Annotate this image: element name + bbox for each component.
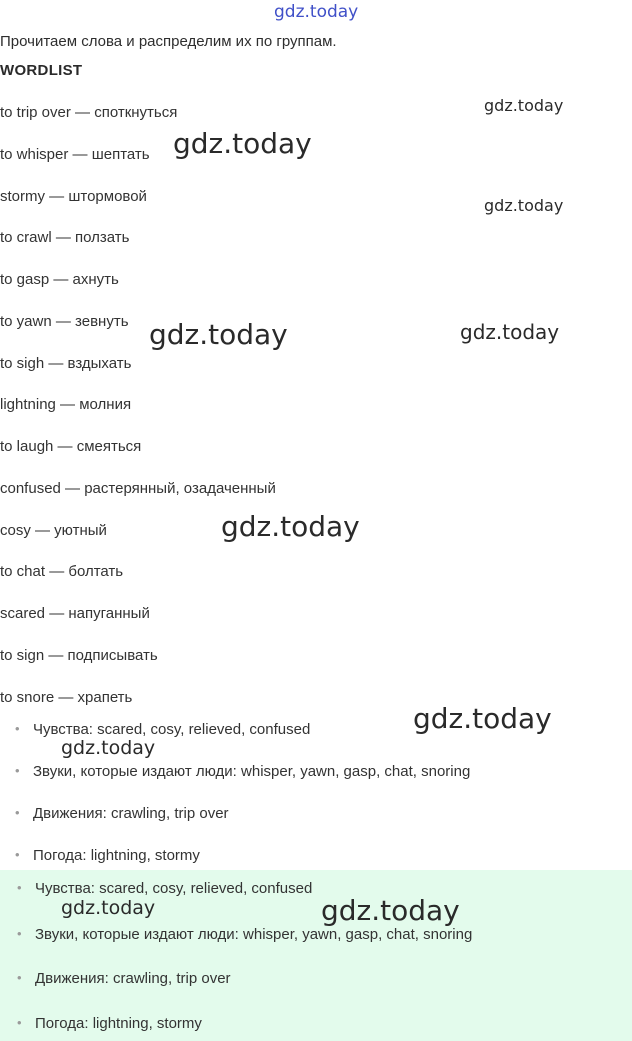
watermark: gdz.today xyxy=(321,894,460,927)
watermark: gdz.today xyxy=(413,702,552,735)
wordlist-item: cosy — уютный xyxy=(0,522,107,539)
bullet-icon: • xyxy=(15,847,20,862)
wordlist-item: to sigh — вздыхать xyxy=(0,355,132,372)
watermark: gdz.today xyxy=(460,320,560,344)
group-list-item: • Движения: crawling, trip over xyxy=(15,805,229,822)
wordlist-item: to yawn — зевнуть xyxy=(0,313,129,330)
watermark: gdz.today xyxy=(221,510,360,543)
highlighted-group-item: • Движения: crawling, trip over xyxy=(17,970,231,987)
bullet-icon: • xyxy=(15,805,20,820)
watermark: gdz.today xyxy=(484,96,564,115)
highlighted-group-item: • Погода: lightning, stormy xyxy=(17,1015,202,1032)
intro-text: Прочитаем слова и распределим их по группам. xyxy=(0,33,337,50)
wordlist-item: stormy — штормовой xyxy=(0,188,147,205)
group-list-item: • Звуки, которые издают люди: whisper, yawn, gasp, chat, snoring xyxy=(15,763,471,780)
group-list-item: • Чувства: scared, cosy, relieved, confused xyxy=(15,721,311,738)
watermark: gdz.today xyxy=(173,127,312,160)
wordlist-item: to laugh — смеяться xyxy=(0,438,142,455)
wordlist-item: to chat — болтать xyxy=(0,563,124,580)
watermark: gdz.today xyxy=(484,196,564,215)
watermark: gdz.today xyxy=(61,737,156,759)
wordlist-item: lightning — молния xyxy=(0,396,132,413)
wordlist-item: scared — напуганный xyxy=(0,605,150,622)
wordlist-item: to trip over — споткнуться xyxy=(0,104,178,121)
watermark: gdz.today xyxy=(274,2,359,22)
wordlist-item: confused — растерянный, озадаченный xyxy=(0,480,276,497)
bullet-icon: • xyxy=(15,721,20,736)
wordlist-item: to snore — храпеть xyxy=(0,689,133,706)
bullet-icon: • xyxy=(17,1015,22,1030)
wordlist-item: to sign — подписывать xyxy=(0,647,158,664)
wordlist-heading: WORDLIST xyxy=(0,62,83,79)
group-list-item: • Погода: lightning, stormy xyxy=(15,847,200,864)
bullet-icon: • xyxy=(15,763,20,778)
bullet-icon: • xyxy=(17,880,22,895)
watermark: gdz.today xyxy=(149,318,288,351)
wordlist-item: to crawl — ползать xyxy=(0,229,130,246)
highlighted-group-item: • Звуки, которые издают люди: whisper, yawn, gasp, chat, snoring xyxy=(17,926,473,943)
highlighted-group-item: • Чувства: scared, cosy, relieved, confused xyxy=(17,880,313,897)
wordlist-item: to whisper — шептать xyxy=(0,146,150,163)
bullet-icon: • xyxy=(17,970,22,985)
bullet-icon: • xyxy=(17,926,22,941)
watermark: gdz.today xyxy=(61,897,156,919)
wordlist-item: to gasp — ахнуть xyxy=(0,271,119,288)
